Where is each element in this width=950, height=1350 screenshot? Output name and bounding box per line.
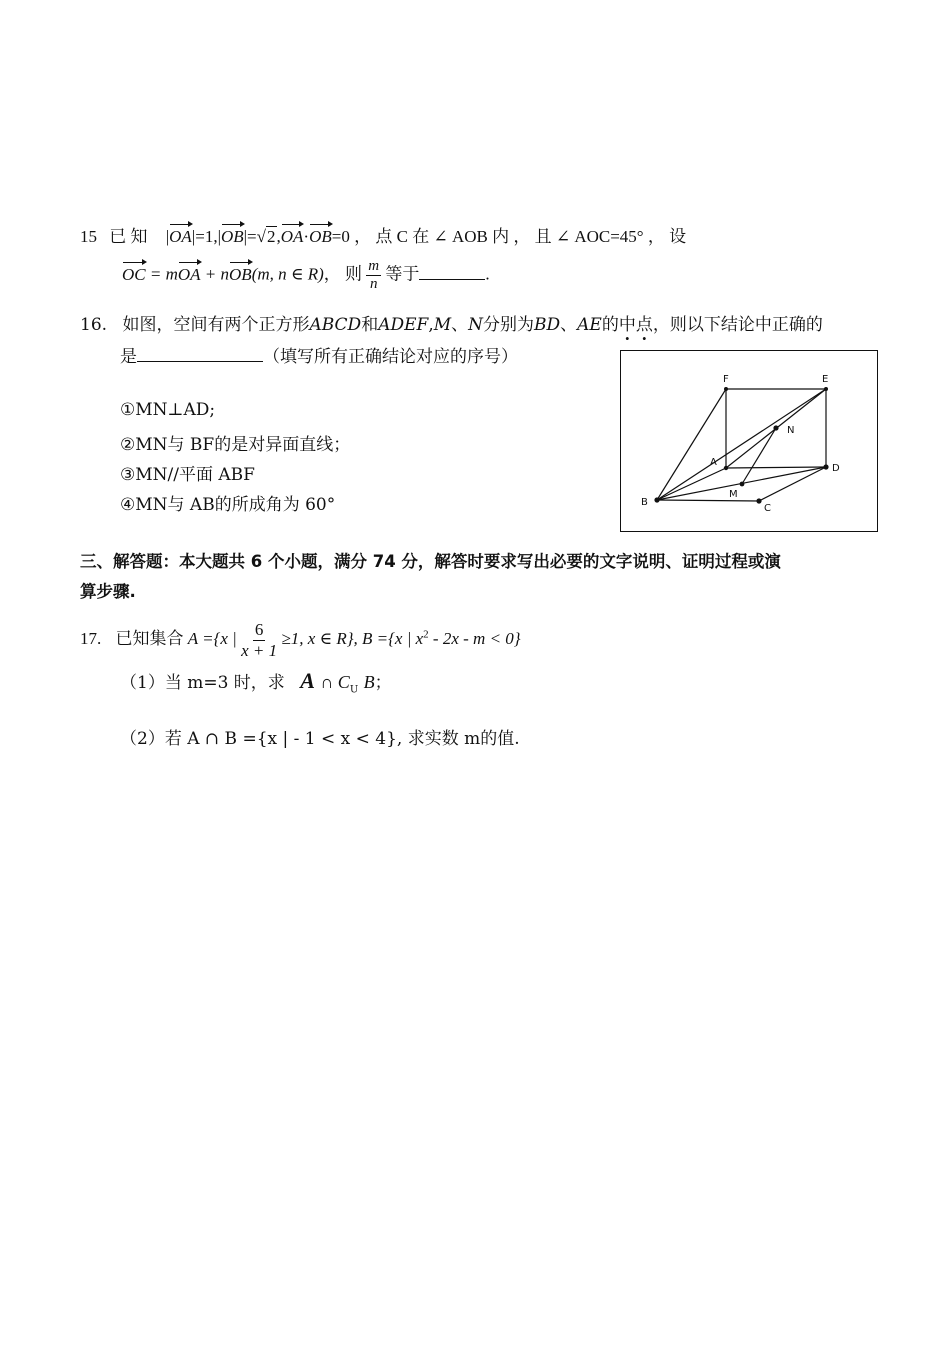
vector-oa-3: OA — [177, 264, 201, 284]
vector-ob-2: OB — [309, 227, 332, 246]
section-3-heading-line1: 三、解答题：本大题共 6 个小题，满分 74 分，解答时要求写出必要的文字说明、证明过程或演 — [80, 552, 781, 571]
fraction-denominator: n — [369, 276, 378, 293]
fraction-numerator: m — [366, 258, 381, 276]
q17-number: 17. — [80, 628, 102, 648]
q17-set-a-post: ≥1, x ∈ R}, B ={x | x — [281, 628, 424, 648]
q15-known-text: 已 知 — [109, 227, 148, 246]
q16-line2-b: （填写所有正确结论对应的序号） — [263, 347, 518, 367]
point-f — [724, 387, 728, 391]
q16-adef: ADEF — [378, 315, 429, 335]
label-e: E — [822, 374, 829, 385]
q16-sep2: 、 — [560, 315, 578, 335]
point-c — [756, 498, 761, 503]
label-c: C — [764, 503, 771, 514]
q17-part1-a: A — [300, 668, 315, 693]
q17-fraction-denominator: x + 1 — [241, 640, 278, 660]
q17-part1-end: ； — [374, 673, 392, 693]
q16-comma: , — [428, 315, 434, 335]
q15-line1 — [80, 222, 686, 247]
q16-line1 — [80, 310, 823, 335]
point-n — [773, 425, 778, 430]
edge-bc — [657, 500, 759, 501]
vector-ob-3: OB — [229, 264, 252, 284]
q16-option-2: ②MN与 BF的是对异面直线； — [120, 435, 351, 455]
q15-cond-a4: , — [276, 227, 281, 246]
q16-emphasis-mid1: 中 — [618, 315, 636, 335]
vector-oc: OC — [122, 264, 146, 284]
q16-line2-a: 是 — [120, 347, 137, 367]
q15-cond-a5: · — [303, 227, 310, 246]
q17-fraction — [241, 620, 277, 660]
q16-text-c: 的 — [601, 315, 619, 335]
q16-option-3: ③MN//平面 ABF — [120, 465, 255, 485]
label-m: M — [729, 489, 738, 500]
q17-set-b-post: - 2x - m < 0} — [428, 628, 521, 648]
q16-ae: AE — [577, 315, 602, 335]
q15-cond-a1: | — [165, 227, 170, 246]
label-a: A — [710, 457, 717, 468]
q16-n: N — [468, 315, 484, 335]
point-m — [740, 482, 745, 487]
point-a — [724, 466, 728, 470]
q15-then-text: ， 则 — [323, 264, 363, 284]
edge-cd — [759, 467, 826, 501]
edge-ad — [726, 467, 826, 468]
vector-oa: OA — [169, 227, 192, 246]
q17-part1-b: B — [363, 672, 375, 692]
q17-part2: （2）若 A ∩ B ={x | - 1 < x < 4}, 求实数 m的值. — [120, 729, 520, 749]
q16-and: 和 — [361, 315, 379, 335]
point-b — [654, 497, 659, 502]
q15-point-text: ， 点 C 在 ∠ AOB 内 ， 且 ∠ AOC=45° ， 设 — [354, 227, 687, 246]
q15-eq-part1: = m — [149, 264, 178, 284]
q17-set-a-pre: A ={x | — [187, 628, 237, 648]
q17-part1-sub: U — [349, 684, 359, 696]
q17-line1 — [80, 620, 521, 660]
q16-abcd: ABCD — [309, 315, 362, 335]
q15-eq-part3: (m, n ∈ R) — [251, 264, 324, 284]
q15-equals-text: 等于 — [385, 264, 420, 284]
q16-emphasis-mid2: 点 — [635, 315, 653, 335]
q15-number: 15 — [80, 227, 97, 246]
section-3-heading-line2: 算步骤. — [80, 582, 136, 601]
q16-option-1: ①MN⊥AD; — [120, 400, 216, 420]
q16-sep: 、 — [451, 315, 469, 335]
sqrt-sign: √ — [256, 227, 266, 246]
q16-text-a: 如图，空间有两个正方形 — [122, 315, 310, 335]
q16-answer-blank[interactable] — [137, 361, 263, 362]
q16-line2 — [120, 342, 518, 367]
q16-bd: BD — [534, 315, 561, 335]
line-mn — [742, 428, 776, 484]
m-over-n-fraction — [366, 258, 381, 294]
label-b: B — [641, 497, 648, 508]
q15-eq-part2: + n — [204, 264, 230, 284]
q15-cond-a6: =0 — [331, 227, 350, 246]
q17-text: 已知集合 — [115, 628, 184, 649]
q17-part1-cap-c: ∩ C — [320, 672, 350, 692]
point-d — [823, 464, 828, 469]
vector-ob: OB — [220, 227, 244, 246]
q15-answer-blank[interactable] — [419, 279, 485, 280]
q17-fraction-numerator: 6 — [254, 620, 264, 639]
label-f: F — [723, 374, 729, 385]
label-d: D — [832, 463, 840, 474]
q15-cond-a3: |= — [243, 227, 257, 246]
q17-exponent: 2 — [423, 628, 429, 641]
q16-option-4: ④MN与 AB的所成角为 60° — [120, 495, 336, 515]
q15-period: . — [485, 264, 490, 284]
label-n: N — [787, 425, 795, 436]
q15-cond-a2: |=1,| — [191, 227, 221, 246]
q17-part1-text: （1）当 m=3 时，求 — [120, 673, 285, 693]
q16-m: M — [433, 315, 452, 335]
q16-text-d: ，则以下结论中正确的 — [652, 315, 823, 335]
q15-line2 — [122, 258, 490, 294]
geometry-figure — [620, 350, 878, 532]
q16-number: 16. — [80, 315, 108, 335]
q16-text-b: 分别为 — [483, 315, 535, 335]
vector-oa-2: OA — [280, 227, 304, 246]
point-e — [824, 387, 828, 391]
figure-svg — [621, 351, 876, 530]
q17-part1 — [120, 668, 392, 695]
sqrt-arg: 2 — [267, 227, 276, 246]
